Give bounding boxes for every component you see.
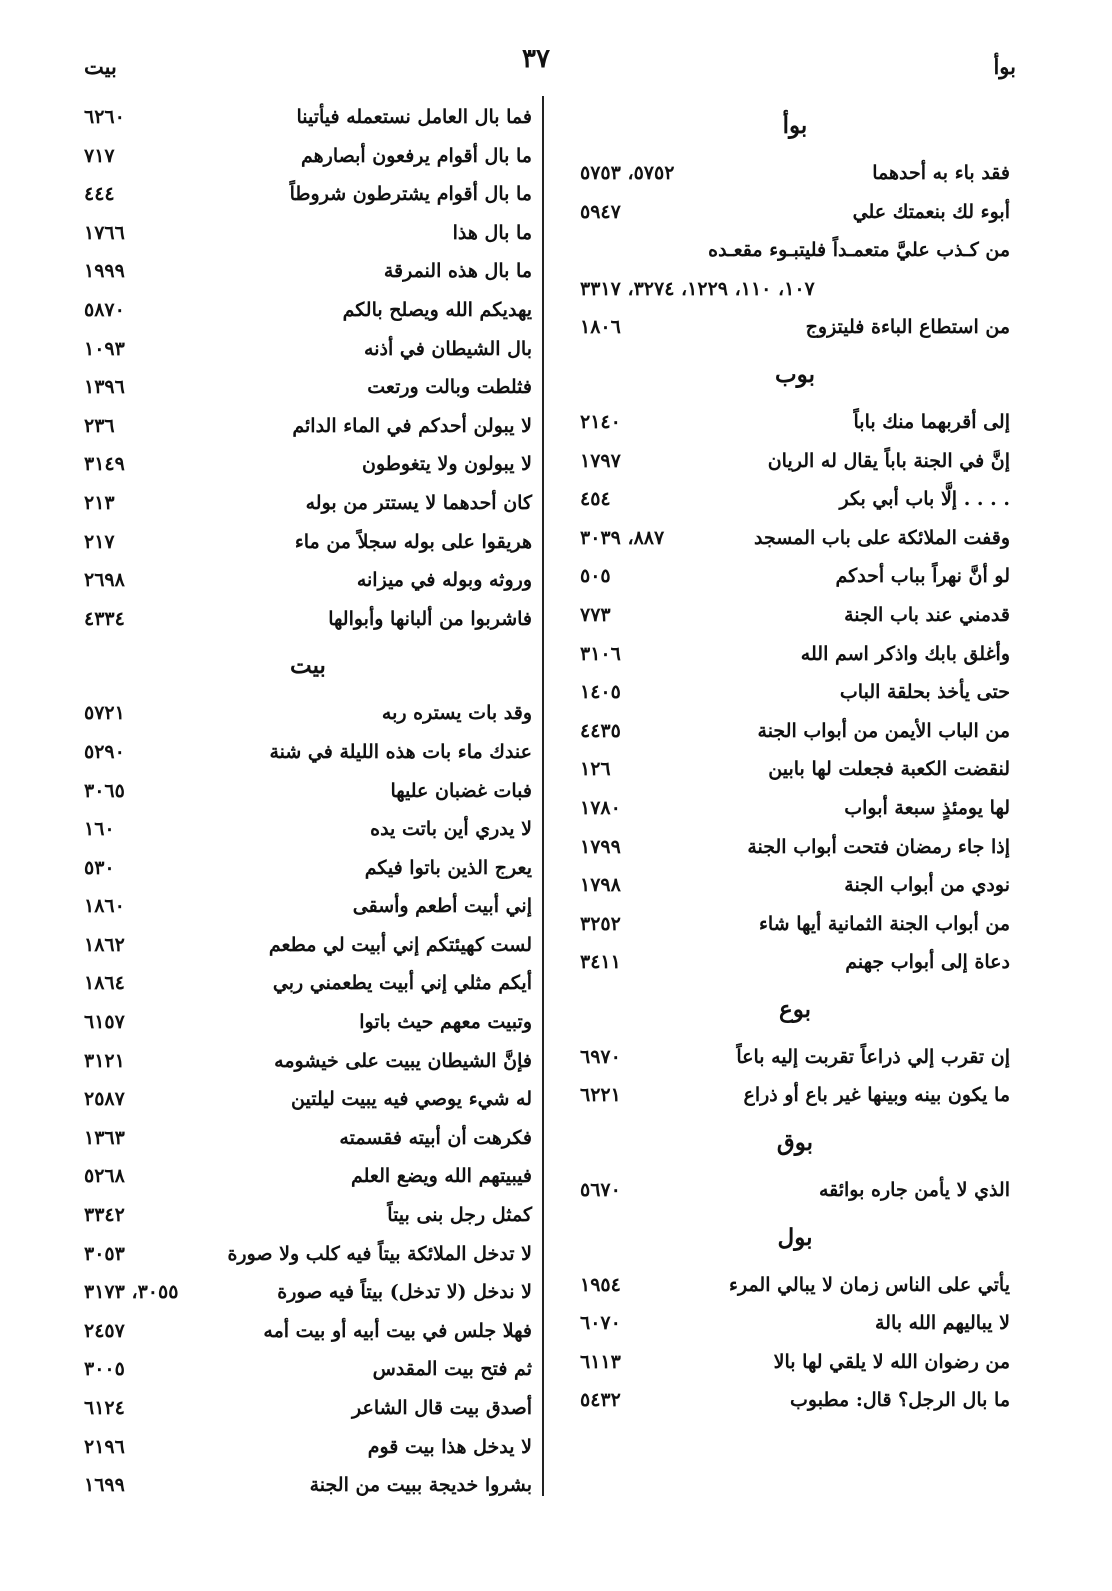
entry-reference: ٤٣٣٤ xyxy=(84,607,125,630)
entry-text: فثلطت وبالت ورتعت xyxy=(367,376,532,399)
entry-text: . . . . إلَّا باب أبي بكر xyxy=(839,488,1010,511)
index-entry xyxy=(580,193,1010,232)
entry-reference: ٨٨٧، ٣٠٣٩ xyxy=(580,526,665,549)
entry-reference: ١٨٠٦ xyxy=(580,316,621,339)
entry-reference: ١٩٩٩ xyxy=(84,260,125,283)
index-entry xyxy=(580,480,1010,519)
entry-reference: ١٤٠٥ xyxy=(580,681,621,704)
entry-text: لا ندخل (لا تدخل) بيتاً فيه صورة xyxy=(277,1281,532,1304)
entry-text: ما بال أقوام يشترطون شروطاً xyxy=(289,183,532,206)
entry-text: يعرج الذين باتوا فيكم xyxy=(364,856,532,879)
entry-reference: ٣٠٦٥ xyxy=(84,779,125,802)
index-entry xyxy=(580,231,1010,270)
entry-reference: ٣١٠٦ xyxy=(580,642,621,665)
entry-text: ما بال الرجل؟ قال: مطبوب xyxy=(790,1389,1010,1412)
entry-reference: ٢١٩٦ xyxy=(84,1435,125,1458)
index-entry xyxy=(580,1266,1010,1305)
entry-text: فكرهت أن أبيته فقسمته xyxy=(339,1126,532,1149)
entry-text: إنَّ في الجنة باباً يقال له الريان xyxy=(767,449,1010,472)
entry-reference: ٥٣٠ xyxy=(84,856,115,879)
entry-reference: ٥٠٥ xyxy=(580,565,611,588)
entry-reference: ١٧٩٩ xyxy=(580,835,621,858)
index-entry xyxy=(580,308,1010,347)
index-entry xyxy=(580,789,1010,828)
entry-text: بال الشيطان في أذنه xyxy=(364,337,532,360)
index-entry xyxy=(580,1381,1010,1420)
index-entry xyxy=(84,1003,532,1042)
entry-text: أيكم مثلي إني أبيت يطعمني ربي xyxy=(272,972,532,995)
index-entry xyxy=(84,810,532,849)
index-entry xyxy=(84,849,532,888)
entry-text: إن تقرب إلي ذراعاً تقربت إليه باعاً xyxy=(736,1045,1010,1068)
entry-reference: ٣١٢١ xyxy=(84,1049,125,1072)
entry-reference: ٢١٧ xyxy=(84,530,115,553)
index-entry xyxy=(580,828,1010,867)
entry-text: أبوء لك بنعمتك علي xyxy=(852,200,1010,223)
entry-reference: ٣١٤٩ xyxy=(84,453,125,476)
index-entry xyxy=(84,1235,532,1274)
entry-text: حتى يأخذ بحلقة الباب xyxy=(839,681,1010,704)
entry-reference: ٥٦٧٠ xyxy=(580,1179,621,1202)
right-column xyxy=(580,98,1010,1420)
index-entry xyxy=(84,694,532,733)
entry-text: هريقوا على بوله سجلاً من ماء xyxy=(294,530,532,553)
entry-text: لا يبولون ولا يتغوطون xyxy=(362,453,532,476)
entry-text: يأتي على الناس زمان لا يبالي المرء xyxy=(729,1273,1010,1296)
index-entry xyxy=(84,214,532,253)
index-entry xyxy=(84,1196,532,1235)
entry-reference: ٢٣٦ xyxy=(84,414,115,437)
entry-reference: ٦١٢٤ xyxy=(84,1397,125,1419)
index-entry xyxy=(84,1042,532,1081)
column-divider xyxy=(542,96,544,1496)
entry-text: ما بال أقوام يرفعون أبصارهم xyxy=(301,144,532,167)
entry-text: كان أحدهما لا يستتر من بوله xyxy=(305,491,532,514)
entry-reference: ٢٦٩٨ xyxy=(84,569,125,592)
section-heading: بوب xyxy=(775,360,815,388)
entry-reference: ٣٣٤٢ xyxy=(84,1204,125,1227)
entry-text: لا يدخل هذا بيت قوم xyxy=(367,1435,532,1458)
index-entry xyxy=(580,673,1010,712)
entry-reference: ٥٩٤٧ xyxy=(580,200,621,223)
entry-reference: ٦٩٧٠ xyxy=(580,1045,621,1068)
index-entry xyxy=(580,1038,1010,1077)
section-heading: بول xyxy=(777,1223,813,1251)
entry-text: وقفت الملائكة على باب المسجد xyxy=(753,526,1010,549)
entry-reference: ٧١٧ xyxy=(84,144,115,167)
entry-reference: ٢١٣ xyxy=(84,491,115,514)
index-entry xyxy=(84,330,532,369)
index-entry xyxy=(84,1157,532,1196)
index-entry xyxy=(580,750,1010,789)
entry-reference: ٤٥٤ xyxy=(580,488,611,511)
index-entry xyxy=(580,1171,1010,1210)
index-entry xyxy=(84,772,532,811)
entry-text: من استطاع الباءة فليتزوج xyxy=(805,316,1010,339)
entry-text: فإنَّ الشيطان يبيت على خيشومه xyxy=(274,1049,532,1072)
entry-reference: ١٨٦٤ xyxy=(84,972,125,995)
index-entry xyxy=(84,523,532,562)
index-entry xyxy=(580,519,1010,558)
index-entry xyxy=(84,445,532,484)
entry-text: دعاة إلى أبواب جهنم xyxy=(845,951,1010,974)
index-entry xyxy=(84,1466,532,1505)
entry-reference: ٣٠٥٣ xyxy=(84,1242,125,1265)
index-entry xyxy=(84,1350,532,1389)
index-entry xyxy=(84,1273,532,1312)
index-entry xyxy=(580,403,1010,442)
entry-text: له شيء يوصي فيه يبيت ليلتين xyxy=(291,1088,532,1111)
entry-text: وأغلق بابك واذكر اسم الله xyxy=(800,642,1010,665)
entry-reference: ٦١٥٧ xyxy=(84,1011,125,1034)
entry-text: إني أبيت أطعم وأسقى xyxy=(352,895,532,918)
entry-text: ثم فتح بيت المقدس xyxy=(372,1358,532,1381)
entry-reference: ٥٧٥٢، ٥٧٥٣ xyxy=(580,162,675,184)
entry-reference: ٦١١٣ xyxy=(580,1350,621,1373)
entry-text: فبات غضبان عليها xyxy=(390,779,532,802)
index-entry xyxy=(84,252,532,291)
entry-reference: ٢٥٨٧ xyxy=(84,1088,125,1111)
left-column xyxy=(84,98,532,1505)
entry-reference: ١٩٥٤ xyxy=(580,1273,621,1296)
entry-reference: ١٣٩٦ xyxy=(84,376,125,399)
index-entry xyxy=(84,887,532,926)
entry-text: بشروا خديجة ببيت من الجنة xyxy=(309,1474,532,1497)
index-entry xyxy=(84,733,532,772)
entry-text: وتبيت معهم حيث باتوا xyxy=(359,1011,532,1034)
index-entry xyxy=(84,1119,532,1158)
entry-reference: ٦٠٧٠ xyxy=(580,1312,621,1335)
entry-reference: ٢١٤٠ xyxy=(580,410,621,433)
entry-reference: ٥٢٦٨ xyxy=(84,1165,125,1188)
entry-reference: ٥٤٣٢ xyxy=(580,1389,621,1412)
entry-text: لها يومئذٍ سبعة أبواب xyxy=(844,796,1010,819)
entry-reference: ١٧٦٦ xyxy=(84,221,125,244)
entry-reference: ٣٠٥٥، ٣١٧٣ xyxy=(84,1281,179,1304)
entry-text: فما بال العامل نستعمله فيأتينا xyxy=(296,106,532,128)
entry-text: من رضوان الله لا يلقي لها بالا xyxy=(773,1350,1010,1373)
entry-reference: ٥٨٧٠ xyxy=(84,298,125,321)
index-entry xyxy=(84,368,532,407)
index-entry xyxy=(84,561,532,600)
index-entry xyxy=(580,712,1010,751)
entry-text: ما بال هذه النمرقة xyxy=(383,260,532,283)
entry-text: لست كهيئتكم إني أبيت لي مطعم xyxy=(268,933,532,956)
header-root-left: بيت xyxy=(84,54,117,79)
index-entry xyxy=(580,1076,1010,1115)
index-entry xyxy=(84,926,532,965)
entry-text: ما يكون بينه وبينها غير باع أو ذراع xyxy=(743,1084,1010,1107)
index-entry xyxy=(580,943,1010,982)
index-entry xyxy=(580,154,1010,193)
index-entry xyxy=(580,557,1010,596)
entry-text: من أبواب الجنة الثمانية أيها شاء xyxy=(758,912,1010,935)
entry-reference: ١٧٨٠ xyxy=(580,796,621,819)
entry-text: من كـذب عليَّ متعمـداً فليتبـوء مقعـده xyxy=(708,239,1010,262)
index-entry xyxy=(580,442,1010,481)
header-root-right: بوأ xyxy=(993,54,1016,79)
index-entry xyxy=(580,1304,1010,1343)
entry-text: فيبيتهم الله ويضع العلم xyxy=(350,1165,532,1188)
entry-reference: ٢٤٥٧ xyxy=(84,1319,125,1342)
entry-reference: ٦٢٦٠ xyxy=(84,106,125,128)
index-entry xyxy=(84,291,532,330)
index-entry xyxy=(580,270,1010,309)
entry-text: ما بال هذا xyxy=(452,221,532,244)
entry-text: لا يبولن أحدكم في الماء الدائم xyxy=(292,414,532,437)
entry-text: لا يدري أين باتت يده xyxy=(370,818,532,841)
entry-text: إذا جاء رمضان فتحت أبواب الجنة xyxy=(747,835,1010,858)
entry-reference: ١٢٦ xyxy=(580,758,611,781)
index-entry xyxy=(84,137,532,176)
entry-reference: ١٣٦٣ xyxy=(84,1126,125,1149)
section-heading: بوق xyxy=(776,1129,814,1157)
index-entry xyxy=(84,407,532,446)
section-heading: بوع xyxy=(778,995,811,1023)
entry-reference: ١٦٠ xyxy=(84,818,115,841)
index-entry xyxy=(580,866,1010,905)
index-entry xyxy=(84,1312,532,1351)
entry-text: وقد بات يستره ربه xyxy=(381,702,532,725)
index-entry xyxy=(580,635,1010,674)
entry-reference: ٥٧٢١ xyxy=(84,702,125,725)
entry-reference: ١٨٦٢ xyxy=(84,933,125,956)
entry-text: كمثل رجل بنى بيتاً xyxy=(387,1204,532,1227)
entry-text: لنقضت الكعبة فجعلت لها بابين xyxy=(768,758,1010,781)
entry-reference: ١٠٩٣ xyxy=(84,337,125,360)
entry-text: الذي لا يأمن جاره بوائقه xyxy=(818,1179,1010,1202)
entry-reference: ٥٢٩٠ xyxy=(84,740,125,763)
entry-text: فقد باء به أحدهما xyxy=(872,162,1010,184)
entry-text: إلى أقربهما منك باباً xyxy=(853,410,1010,433)
entry-text: من الباب الأيمن من أبواب الجنة xyxy=(757,719,1010,742)
entry-text: نودي من أبواب الجنة xyxy=(844,874,1010,897)
section-heading: بيت xyxy=(290,652,326,680)
page-number: ٣٧ xyxy=(522,44,550,74)
index-entry xyxy=(580,596,1010,635)
entry-text: يهديكم الله ويصلح بالكم xyxy=(342,298,532,321)
index-entry xyxy=(84,484,532,523)
entry-text: لا يباليهم الله بالة xyxy=(874,1312,1010,1335)
entry-reference: ٧٧٣ xyxy=(580,603,611,626)
entry-text: لو أنَّ نهراً بباب أحدكم xyxy=(835,565,1010,588)
entry-reference: ٤٤٣٥ xyxy=(580,719,621,742)
entry-reference: ١٠٧، ١١٠، ١٢٢٩، ٣٢٧٤، ٣٣١٧ xyxy=(580,277,815,300)
entry-text: قدمني عند باب الجنة xyxy=(844,603,1010,626)
index-entry xyxy=(84,1428,532,1467)
entry-text: فاشربوا من ألبانها وأبوالها xyxy=(328,607,532,630)
index-entry xyxy=(84,600,532,639)
entry-reference: ٣٠٠٥ xyxy=(84,1358,125,1381)
index-entry xyxy=(84,1080,532,1119)
page-header xyxy=(0,44,1112,84)
entry-text: عندك ماء بات هذه الليلة في شنة xyxy=(269,740,532,763)
index-entry xyxy=(84,175,532,214)
entry-text: وروثه وبوله في ميزانه xyxy=(356,569,532,592)
entry-reference: ١٦٩٩ xyxy=(84,1474,125,1497)
entry-text: فهلا جلس في بيت أبيه أو بيت أمه xyxy=(263,1319,532,1342)
entry-text: أصدق بيت قال الشاعر xyxy=(352,1397,532,1419)
entry-reference: ١٧٩٨ xyxy=(580,874,621,897)
entry-reference: ١٨٦٠ xyxy=(84,895,125,918)
index-entry xyxy=(84,964,532,1003)
index-entry xyxy=(580,905,1010,944)
entry-reference: ٣٤١١ xyxy=(580,951,621,974)
index-entry xyxy=(84,1389,532,1428)
entry-text: لا تدخل الملائكة بيتاً فيه كلب ولا صورة xyxy=(227,1242,532,1265)
section-heading: بوأ xyxy=(782,112,808,139)
entry-reference: ٦٢٢١ xyxy=(580,1084,621,1107)
entry-reference: ٣٢٥٢ xyxy=(580,912,621,935)
index-entry xyxy=(84,98,532,137)
entry-reference: ٤٤٤ xyxy=(84,183,115,206)
entry-reference: ١٧٩٧ xyxy=(580,449,621,472)
index-entry xyxy=(580,1343,1010,1382)
